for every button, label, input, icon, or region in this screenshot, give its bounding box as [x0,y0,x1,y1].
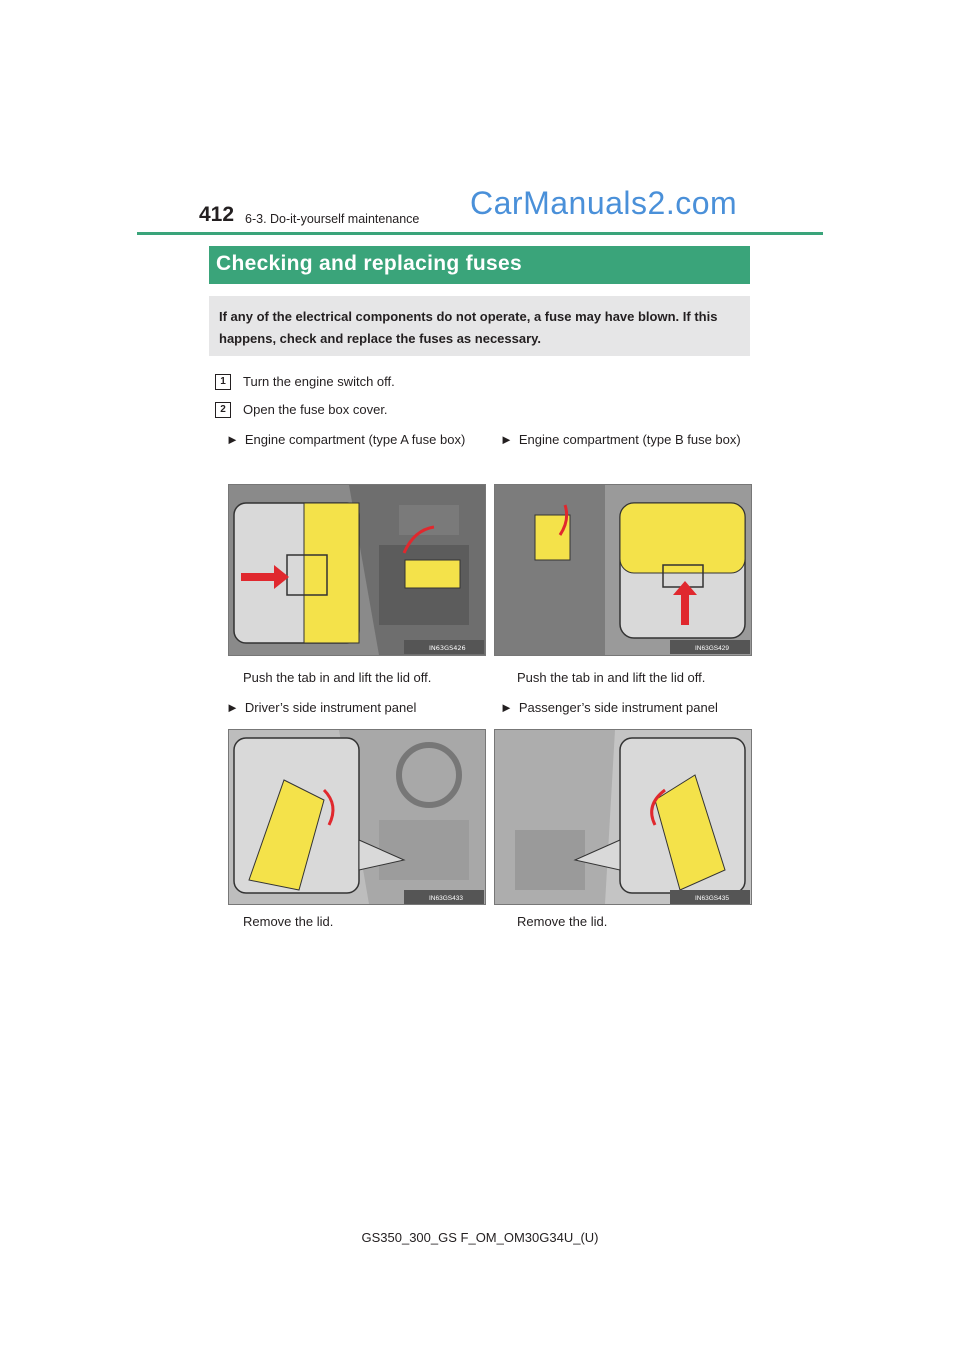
page-number: 412 [199,203,235,226]
engine-bay-illustration [495,485,751,655]
triangle-bullet-icon: ► [500,700,513,715]
step-number-1: 1 [215,374,231,390]
svg-text:IN63GS429: IN63GS429 [695,645,729,652]
step-number-2: 2 [215,402,231,418]
figure-image-type-a [228,484,486,656]
watermark: CarManuals2.com [470,185,738,221]
section-label: 6-3. Do-it-yourself maintenance [245,212,420,226]
figure-title-passenger: ► Passenger’s side instrument panel [500,698,750,718]
svg-text:IN63GS435: IN63GS435 [695,895,729,902]
page-title: Checking and replacing fuses [216,252,522,275]
figure-title-type-a: ► Engine compartment (type A fuse box) [226,430,481,450]
figure-image-driver [228,729,486,905]
figure-title-type-b: ► Engine compartment (type B fuse box) [500,430,750,450]
triangle-bullet-icon: ► [226,700,239,715]
engine-bay-illustration [229,485,485,655]
passenger-panel-illustration [495,730,751,904]
step-text-2: Open the fuse box cover. [243,402,388,417]
figure-caption-type-b: Push the tab in and lift the lid off. [517,670,706,685]
intro-text: If any of the electrical components do not operate, a fuse may have blown. If this happens, check and replace the fuses as necessary. [219,309,718,346]
figure-caption-passenger: Remove the lid. [517,914,608,929]
figure-caption-type-a: Push the tab in and lift the lid off. [243,670,432,685]
figure-caption-driver: Remove the lid. [243,914,334,929]
svg-text:IN63GS426: IN63GS426 [429,644,466,652]
triangle-bullet-icon: ► [500,432,513,447]
triangle-bullet-icon: ► [226,432,239,447]
header-rule [137,232,823,235]
driver-panel-illustration [229,730,485,904]
figure-image-type-b [494,484,752,656]
svg-text:IN63GS433: IN63GS433 [429,895,463,902]
footer-code: GS350_300_GS F_OM_OM30G34U_(U) [361,1230,599,1245]
figure-image-passenger [494,729,752,905]
step-text-1: Turn the engine switch off. [243,374,395,389]
figure-title-driver: ► Driver’s side instrument panel [226,698,481,718]
